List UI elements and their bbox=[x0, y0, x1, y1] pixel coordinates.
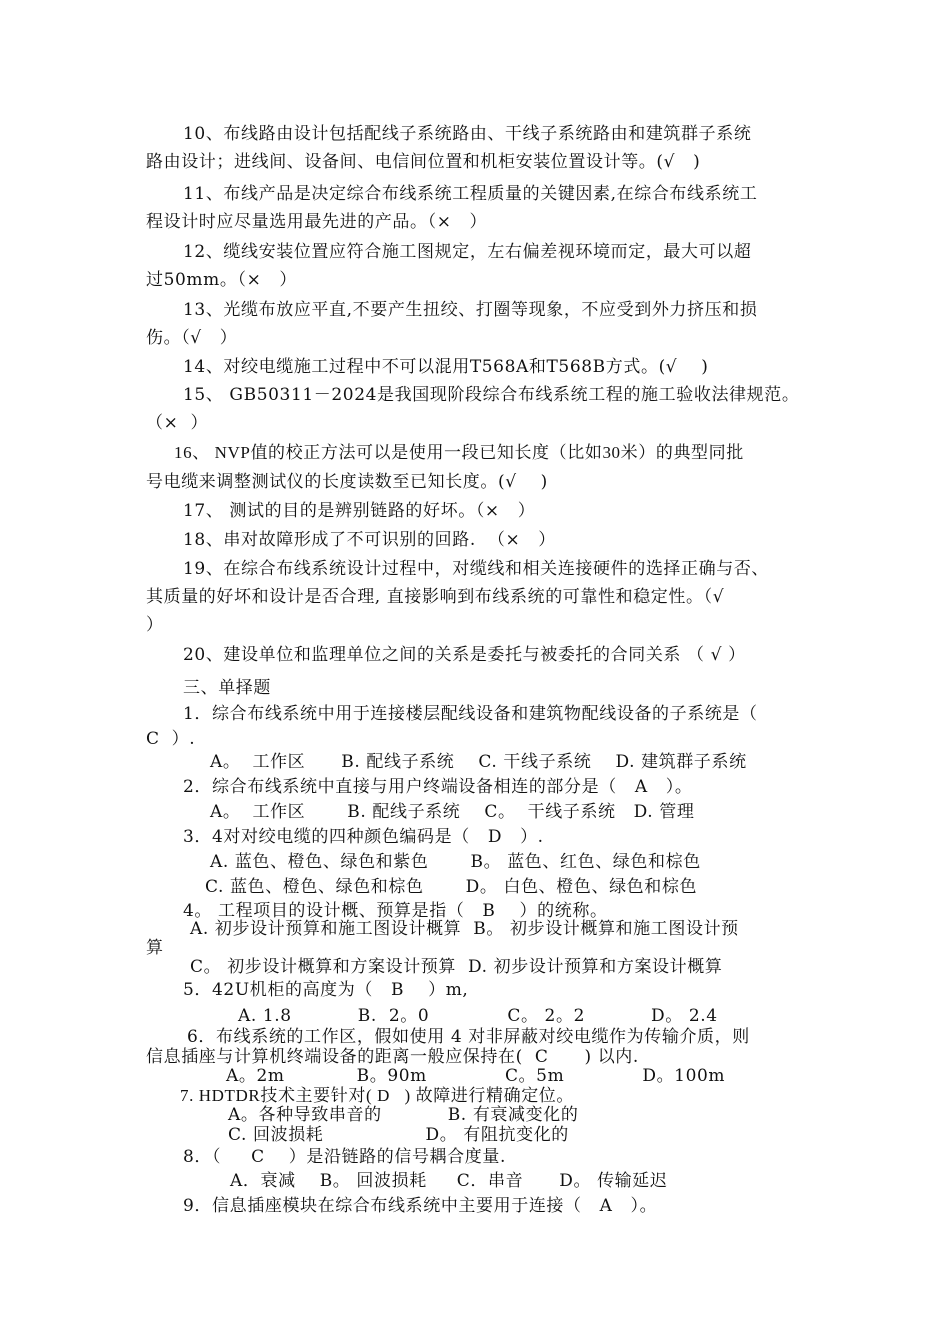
question-text: 5．42U机柜的高度为（ B ）m, bbox=[183, 980, 469, 1000]
question-text: 4。 工程项目的设计概、预算是指（ B ）的统称。 bbox=[183, 901, 608, 921]
question-text: 1．综合布线系统中用于连接楼层配线设备和建筑物配线设备的子系统是（ bbox=[183, 704, 758, 724]
text-line: 13、光缆布放应平直,不要产生扭绞、打圈等现象，不应受到外力挤压和损 bbox=[183, 300, 758, 320]
answer-options: A. 蓝色、橙色、绿色和紫色 B。 蓝色、红色、绿色和棕色 bbox=[210, 852, 701, 872]
answer-options: A. 1.8 B. 2。0 C。 2。2 D。 2.4 bbox=[238, 1006, 718, 1026]
text-line: 15、 GB50311－2024是我国现阶段综合布线系统工程的施工验收法律规范。 bbox=[183, 385, 800, 405]
text-line: 18、串对故障形成了不可识别的回路. （× ） bbox=[183, 530, 556, 550]
answer-options: A。 工作区 B. 配线子系统 C. 干线子系统 D. 建筑群子系统 bbox=[210, 752, 747, 772]
question-text: C ）. bbox=[146, 729, 196, 749]
text-line: 19、在综合布线系统设计过程中，对缆线和相关连接硬件的选择正确与否、 bbox=[183, 559, 770, 579]
answer-options: C。 初步设计概算和方案设计预算 D. 初步设计预算和方案设计概算 bbox=[190, 957, 723, 977]
answer-options: A。2m B。90m C。5m D。100m bbox=[226, 1066, 726, 1086]
text-line: 其质量的好坏和设计是否合理, 直接影响到布线系统的可靠性和稳定性。（√ bbox=[146, 587, 725, 607]
text-line: ） bbox=[146, 615, 164, 635]
section-heading: 三、单择题 bbox=[183, 678, 271, 698]
text-line: 10、布线路由设计包括配线子系统路由、干线子系统路由和建筑群子系统 bbox=[183, 124, 752, 144]
answer-options: C. 蓝色、橙色、绿色和棕色 D。 白色、橙色、绿色和棕色 bbox=[205, 877, 698, 897]
answer-options: 算 bbox=[146, 938, 164, 958]
text-line: 11、布线产品是决定综合布线系统工程质量的关键因素,在综合布线系统工 bbox=[183, 184, 758, 204]
question-text: 9．信息插座模块在综合布线系统中主要用于连接（ A ）。 bbox=[183, 1196, 658, 1216]
text-line: 14、对绞电缆施工过程中不可以混用T568A和T568B方式。(√ ) bbox=[183, 357, 709, 377]
text-line: 过50mm。（× ） bbox=[146, 270, 298, 290]
text-line: 17、 测试的目的是辨别链路的好坏。（× ） bbox=[183, 501, 536, 521]
answer-options: A。 工作区 B. 配线子系统 C。 干线子系统 D. 管理 bbox=[210, 802, 695, 822]
text-line: 20、建设单位和监理单位之间的关系是委托与被委托的合同关系 （ √ ） bbox=[183, 645, 746, 665]
question-text: 7. HDTDR技术主要针对( D ) 故障进行精确定位。 bbox=[180, 1086, 575, 1105]
answer-options: A. 初步设计预算和施工图设计概算 B。 初步设计概算和施工图设计预 bbox=[190, 919, 739, 939]
text-line: 路由设计；进线间、设备间、电信间位置和机柜安装位置设计等。(√ ) bbox=[146, 152, 701, 172]
text-line: 12、缆线安装位置应符合施工图规定，左右偏差视环境而定，最大可以超 bbox=[183, 242, 752, 262]
text-line: 16、 NVP值的校正方法可以是使用一段已知长度（比如30米）的典型同批 bbox=[174, 443, 744, 462]
question-text: 6．布线系统的工作区，假如使用 4 对非屏蔽对绞电缆作为传输介质，则 bbox=[187, 1027, 750, 1047]
text-line: 号电缆来调整测试仪的长度读数至已知长度。(√ ) bbox=[146, 472, 548, 492]
question-text: 信息插座与计算机终端设备的距离一般应保持在( C ) 以内. bbox=[146, 1047, 639, 1067]
answer-options: A．衰减 B。 回波损耗 C．串音 D。 传输延迟 bbox=[230, 1171, 668, 1191]
text-line: （× ） bbox=[146, 413, 209, 433]
question-text: 8．（ C ）是沿链路的信号耦合度量. bbox=[183, 1147, 506, 1167]
question-text: 2．综合布线系统中直接与用户终端设备相连的部分是（ A ）。 bbox=[183, 777, 693, 797]
question-text: 3．4对对绞电缆的四种颜色编码是（ D ）. bbox=[183, 827, 544, 847]
text-line: 伤。（√ ） bbox=[146, 328, 238, 348]
text-line: 程设计时应尽量选用最先进的产品。（× ） bbox=[146, 212, 488, 232]
answer-options: A。各种导致串音的 B. 有衰减变化的 bbox=[228, 1105, 579, 1125]
answer-options: C. 回波损耗 D。 有阻抗变化的 bbox=[228, 1125, 569, 1145]
